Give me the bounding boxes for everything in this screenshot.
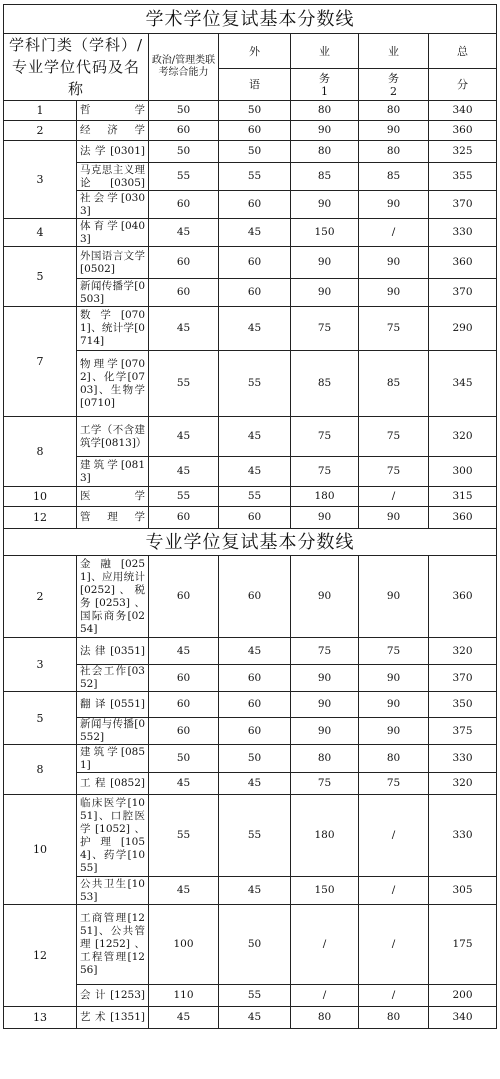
subject2-score: / [359, 795, 429, 877]
total-score: 360 [429, 556, 497, 638]
table-row [4, 665, 497, 692]
subject1-score: 90 [291, 665, 359, 692]
politics-score: 55 [149, 351, 219, 417]
table-row [4, 507, 497, 529]
row-name: 金融[0251]、应用统计[0252]、税务[0253]、国际商务[0254] [77, 556, 149, 638]
subject2-score: 80 [359, 141, 429, 163]
table-row [4, 745, 497, 773]
row-name: 社会学[0303] [77, 191, 149, 219]
total-score: 360 [429, 247, 497, 279]
table-row [4, 773, 497, 795]
row-index: 3 [4, 141, 77, 219]
total-score: 340 [429, 1007, 497, 1029]
table-row [4, 279, 497, 307]
subject1-score: 90 [291, 556, 359, 638]
row-index: 13 [4, 1007, 77, 1029]
header-subject2-num: 2 [390, 84, 397, 98]
table-row [4, 307, 497, 351]
header-subject2-mid: 务 [388, 71, 399, 85]
subject2-score: 90 [359, 191, 429, 219]
header-total-top: 总 [429, 34, 497, 69]
foreign-score: 60 [219, 718, 291, 745]
header-politics: 政治/管理类联考综合能力 [149, 34, 219, 101]
subject2-score: 90 [359, 507, 429, 529]
foreign-score: 60 [219, 279, 291, 307]
academic-title: 学术学位复试基本分数线 [4, 5, 497, 34]
total-score: 350 [429, 692, 497, 718]
subject2-score: 90 [359, 279, 429, 307]
politics-score: 45 [149, 877, 219, 905]
total-score: 290 [429, 307, 497, 351]
table-row [4, 487, 497, 507]
total-score: 315 [429, 487, 497, 507]
header-foreign-bottom: 语 [219, 69, 291, 101]
subject1-score: 150 [291, 219, 359, 247]
subject1-score: 90 [291, 247, 359, 279]
header-subject1-num: 1 [321, 84, 328, 98]
row-index: 1 [4, 101, 77, 121]
total-score: 320 [429, 638, 497, 665]
subject1-score: 75 [291, 417, 359, 457]
total-score: 355 [429, 163, 497, 191]
row-index: 8 [4, 745, 77, 795]
total-score: 330 [429, 745, 497, 773]
header-subject2-top: 业 [359, 34, 429, 69]
row-index: 2 [4, 556, 77, 638]
table-row [4, 905, 497, 985]
politics-score: 45 [149, 638, 219, 665]
subject1-score: 85 [291, 351, 359, 417]
politics-score: 45 [149, 773, 219, 795]
row-index: 2 [4, 121, 77, 141]
subject1-score: 80 [291, 1007, 359, 1029]
table-row [4, 247, 497, 279]
total-score: 360 [429, 507, 497, 529]
politics-score: 100 [149, 905, 219, 985]
subject2-score: 90 [359, 121, 429, 141]
table-row [4, 985, 497, 1007]
total-score: 340 [429, 101, 497, 121]
row-name: 物理学[0702]、化学[0703]、生物学[0710] [77, 351, 149, 417]
politics-score: 60 [149, 718, 219, 745]
table-row [4, 877, 497, 905]
subject2-score: / [359, 985, 429, 1007]
subject1-score: 180 [291, 795, 359, 877]
subject1-score: 180 [291, 487, 359, 507]
header-subject2-bottom [359, 69, 429, 101]
foreign-score: 45 [219, 219, 291, 247]
subject1-score: 75 [291, 773, 359, 795]
subject1-score: 90 [291, 121, 359, 141]
row-name: 新闻与传播[0552] [77, 718, 149, 745]
subject2-score: 90 [359, 556, 429, 638]
foreign-score: 50 [219, 745, 291, 773]
politics-score: 50 [149, 101, 219, 121]
foreign-score: 50 [219, 905, 291, 985]
row-name: 法学[0301] [77, 141, 149, 163]
row-name: 法律[0351] [77, 638, 149, 665]
politics-score: 50 [149, 745, 219, 773]
foreign-score: 45 [219, 417, 291, 457]
foreign-score: 55 [219, 351, 291, 417]
total-score: 370 [429, 191, 497, 219]
subject1-score: 80 [291, 101, 359, 121]
header-category: 学科门类（学科）/专业学位代码及名称 [4, 34, 149, 101]
table-row [4, 457, 497, 487]
table-row [4, 1007, 497, 1029]
foreign-score: 60 [219, 665, 291, 692]
total-score: 330 [429, 219, 497, 247]
total-score: 305 [429, 877, 497, 905]
politics-score: 50 [149, 141, 219, 163]
subject2-score: 75 [359, 417, 429, 457]
row-name: 临床医学[1051]、口腔医学[1052]、护理[1054]、药学[1055] [77, 795, 149, 877]
foreign-score: 45 [219, 1007, 291, 1029]
subject1-score: 90 [291, 507, 359, 529]
row-name: 哲学 [77, 101, 149, 121]
foreign-score: 45 [219, 457, 291, 487]
row-index: 4 [4, 219, 77, 247]
total-score: 375 [429, 718, 497, 745]
politics-score: 60 [149, 191, 219, 219]
subject2-score: 75 [359, 638, 429, 665]
row-name: 会计[1253] [77, 985, 149, 1007]
politics-score: 60 [149, 507, 219, 529]
row-name: 医学 [77, 487, 149, 507]
row-name: 翻译[0551] [77, 692, 149, 718]
row-index: 10 [4, 795, 77, 905]
total-score: 320 [429, 417, 497, 457]
subject2-score: 90 [359, 718, 429, 745]
table-row [4, 417, 497, 457]
subject1-score: 90 [291, 692, 359, 718]
foreign-score: 60 [219, 507, 291, 529]
subject2-score: 85 [359, 163, 429, 191]
subject1-score: 90 [291, 279, 359, 307]
table-row [4, 638, 497, 665]
total-score: 360 [429, 121, 497, 141]
row-index: 5 [4, 692, 77, 745]
subject2-score: / [359, 487, 429, 507]
subject1-score: 85 [291, 163, 359, 191]
politics-score: 45 [149, 219, 219, 247]
politics-score: 60 [149, 279, 219, 307]
subject1-score: 90 [291, 718, 359, 745]
foreign-score: 60 [219, 121, 291, 141]
row-name: 管理学 [77, 507, 149, 529]
subject2-score: / [359, 219, 429, 247]
politics-score: 110 [149, 985, 219, 1007]
total-score: 330 [429, 795, 497, 877]
foreign-score: 50 [219, 141, 291, 163]
header-subject1-bottom [291, 69, 359, 101]
table-row [4, 692, 497, 718]
foreign-score: 60 [219, 556, 291, 638]
table-row [4, 141, 497, 163]
subject1-score: 75 [291, 307, 359, 351]
politics-score: 55 [149, 163, 219, 191]
row-name: 外国语言文学[0502] [77, 247, 149, 279]
row-index: 10 [4, 487, 77, 507]
total-score: 200 [429, 985, 497, 1007]
subject2-score: 90 [359, 665, 429, 692]
table-row [4, 556, 497, 638]
row-name: 工程[0852] [77, 773, 149, 795]
total-score: 175 [429, 905, 497, 985]
total-score: 345 [429, 351, 497, 417]
header-foreign-top: 外 [219, 34, 291, 69]
politics-score: 45 [149, 307, 219, 351]
professional-title: 专业学位复试基本分数线 [4, 529, 497, 556]
row-name: 社会工作[0352] [77, 665, 149, 692]
politics-score: 45 [149, 417, 219, 457]
row-name: 马克思主义理论[0305] [77, 163, 149, 191]
table-row [4, 219, 497, 247]
total-score: 370 [429, 665, 497, 692]
row-name: 新闻传播学[0503] [77, 279, 149, 307]
total-score: 300 [429, 457, 497, 487]
foreign-score: 55 [219, 795, 291, 877]
row-name: 工学（不含建筑学[0813]） [77, 417, 149, 457]
table-row [4, 718, 497, 745]
politics-score: 55 [149, 795, 219, 877]
foreign-score: 45 [219, 638, 291, 665]
subject2-score: 80 [359, 101, 429, 121]
row-name: 建筑学[0851] [77, 745, 149, 773]
score-table [3, 4, 497, 1029]
table-row [4, 191, 497, 219]
subject2-score: 90 [359, 247, 429, 279]
row-name: 工商管理[1251]、公共管理[1252]、工程管理[1256] [77, 905, 149, 985]
subject2-score: 80 [359, 745, 429, 773]
politics-score: 60 [149, 121, 219, 141]
row-index: 3 [4, 638, 77, 692]
subject1-score: / [291, 905, 359, 985]
table-row [4, 351, 497, 417]
row-name: 体育学[0403] [77, 219, 149, 247]
subject2-score: 75 [359, 773, 429, 795]
politics-score: 45 [149, 1007, 219, 1029]
subject2-score: 75 [359, 457, 429, 487]
subject1-score: 80 [291, 141, 359, 163]
politics-score: 45 [149, 457, 219, 487]
row-index: 8 [4, 417, 77, 487]
table-row [4, 795, 497, 877]
header-total-bottom: 分 [429, 69, 497, 101]
subject1-score: 75 [291, 638, 359, 665]
foreign-score: 45 [219, 773, 291, 795]
subject1-score: 150 [291, 877, 359, 905]
total-score: 370 [429, 279, 497, 307]
subject2-score: 75 [359, 307, 429, 351]
row-index: 12 [4, 507, 77, 529]
total-score: 320 [429, 773, 497, 795]
politics-score: 60 [149, 556, 219, 638]
subject1-score: 90 [291, 191, 359, 219]
subject2-score: 85 [359, 351, 429, 417]
header-subject1-top: 业 [291, 34, 359, 69]
foreign-score: 60 [219, 247, 291, 279]
foreign-score: 45 [219, 307, 291, 351]
row-name: 建筑学[0813] [77, 457, 149, 487]
subject2-score: / [359, 905, 429, 985]
foreign-score: 55 [219, 163, 291, 191]
table-row [4, 163, 497, 191]
header-subject1-mid: 务 [319, 71, 330, 85]
score-sheet [3, 4, 496, 1029]
row-index: 12 [4, 905, 77, 1007]
politics-score: 60 [149, 247, 219, 279]
table-row [4, 101, 497, 121]
total-score: 325 [429, 141, 497, 163]
row-name: 数学[0701]、统计学[0714] [77, 307, 149, 351]
foreign-score: 45 [219, 877, 291, 905]
row-index: 5 [4, 247, 77, 307]
table-row [4, 121, 497, 141]
politics-score: 60 [149, 665, 219, 692]
subject1-score: 75 [291, 457, 359, 487]
subject2-score: / [359, 877, 429, 905]
foreign-score: 55 [219, 487, 291, 507]
row-index: 7 [4, 307, 77, 417]
politics-score: 55 [149, 487, 219, 507]
subject1-score: 80 [291, 745, 359, 773]
foreign-score: 60 [219, 191, 291, 219]
politics-score: 60 [149, 692, 219, 718]
subject2-score: 90 [359, 692, 429, 718]
foreign-score: 55 [219, 985, 291, 1007]
foreign-score: 50 [219, 101, 291, 121]
subject1-score: / [291, 985, 359, 1007]
row-name: 艺术[1351] [77, 1007, 149, 1029]
subject2-score: 80 [359, 1007, 429, 1029]
row-name: 公共卫生[1053] [77, 877, 149, 905]
row-name: 经济学 [77, 121, 149, 141]
foreign-score: 60 [219, 692, 291, 718]
